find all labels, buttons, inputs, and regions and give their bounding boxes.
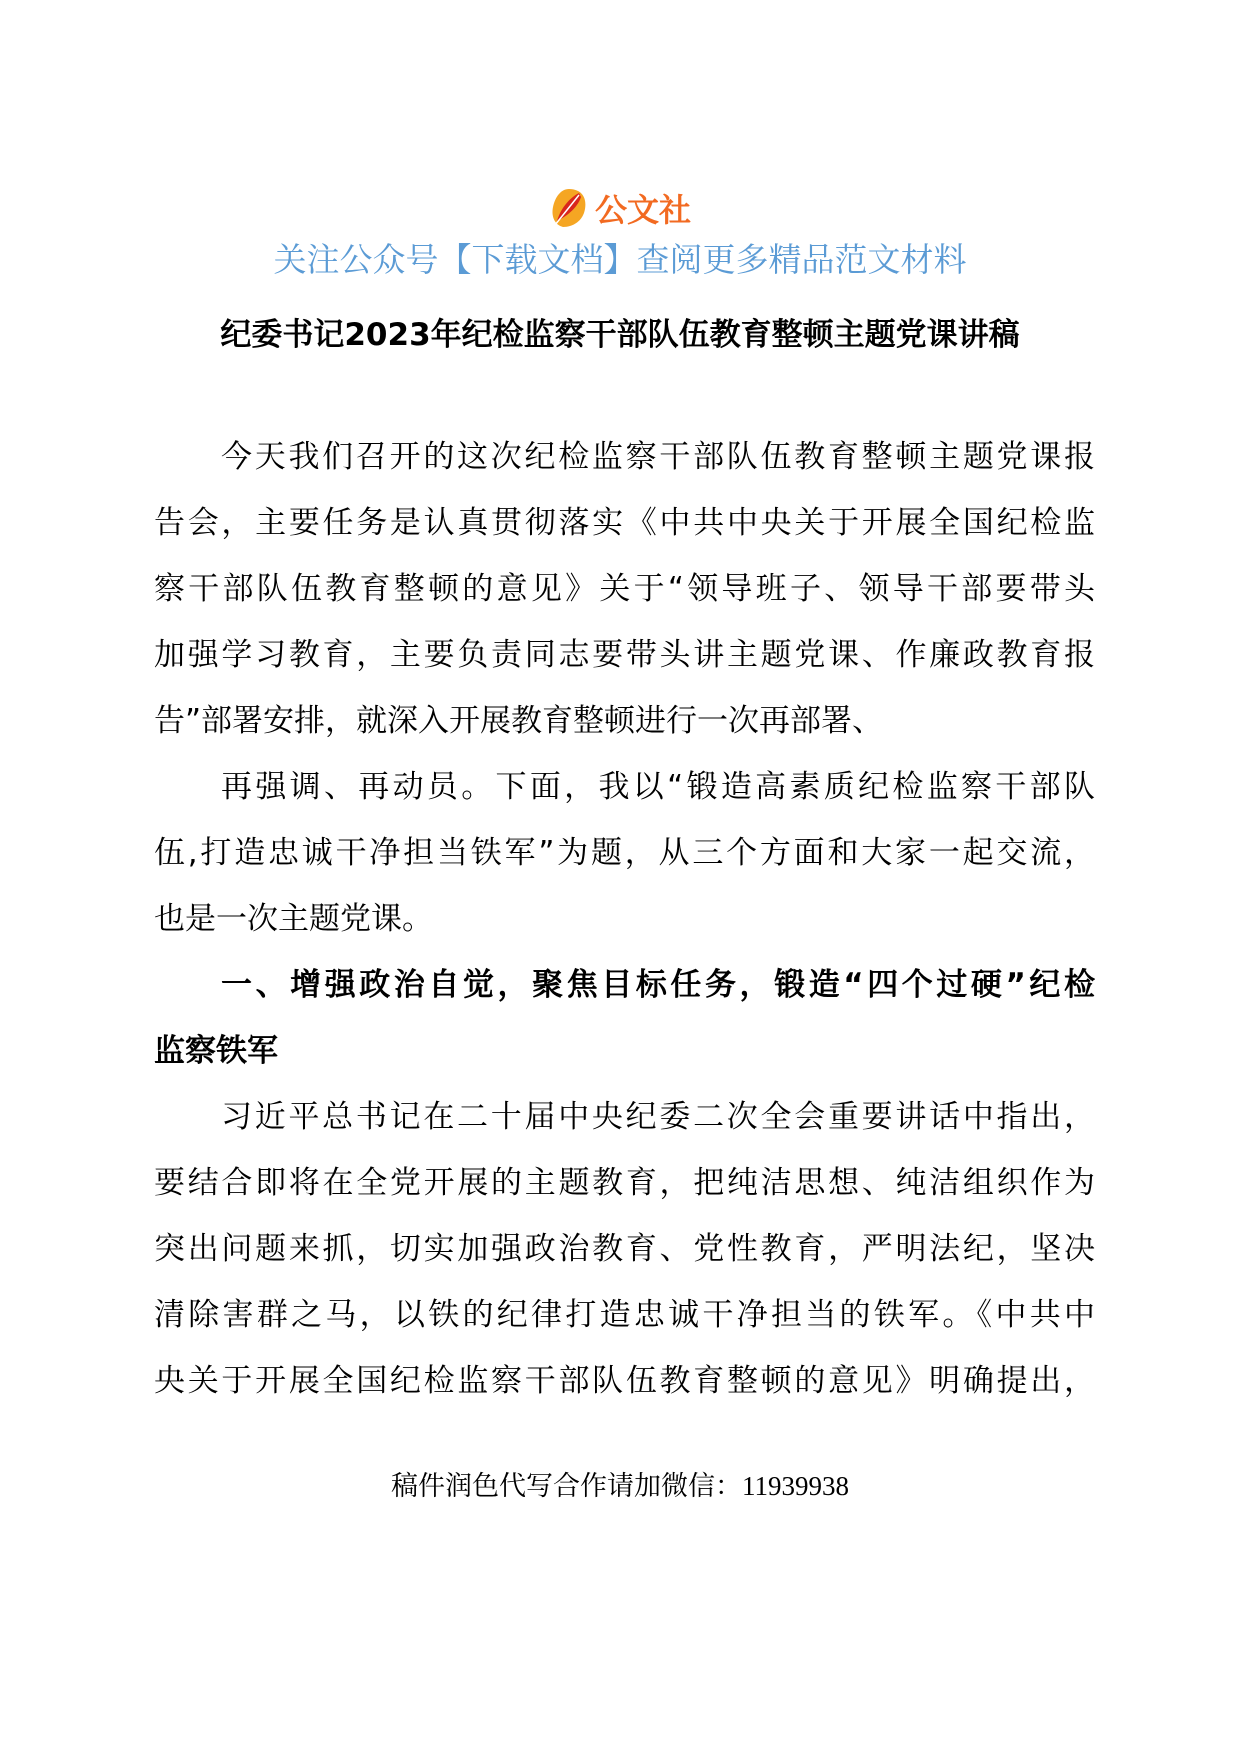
paragraph-line: 今天我们召开的这次纪检监察干部队伍教育整顿主题党课报 [221,439,1095,475]
paragraph-line: 清除害群之马，以铁的纪律打造忠诚干净担当的铁军。《中共中 [154,1297,1095,1333]
paragraph-line: 再强调、再动员。下面，我以“锻造高素质纪检监察干部队 [221,769,1095,805]
paragraph-line: 习近平总书记在二十届中央纪委二次全会重要讲话中指出， [221,1099,1095,1135]
paragraph-line: 要结合即将在全党开展的主题教育，把纯洁思想、纯洁组织作为 [154,1165,1095,1201]
paragraph-line: 突出问题来抓，切实加强政治教育、党性教育，严明法纪，坚决 [154,1231,1095,1267]
footer-contact [0,1466,1240,1507]
paragraph-line: 告”部署安排，就深入开展教育整顿进行一次再部署、 [154,703,884,739]
footer-wechat-id: 11939938 [742,1471,849,1501]
paragraph-line: 央关于开展全国纪检监察干部队伍教育整顿的意见》明确提出， [154,1363,1095,1399]
paragraph-line: 伍,打造忠诚干净担当铁军”为题，从三个方面和大家一起交流， [154,835,1095,871]
paragraph-line: 也是一次主题党课。 [154,901,433,937]
subtitle-link[interactable]: 关注公众号【下载文档】查阅更多精品范文材料 [273,240,967,279]
paragraph-line: 告会，主要任务是认真贯彻落实《中共中央关于开展全国纪检监 [154,505,1095,541]
paragraph-line: 察干部队伍教育整顿的意见》关于“领导班子、领导干部要带头 [154,571,1095,607]
footer-label: 稿件润色代写合作请加微信： [391,1471,742,1502]
logo [0,186,1240,230]
section-heading-line: 监察铁军 [154,1033,278,1069]
document-body [154,434,1095,1424]
feather-logo-icon [549,187,589,229]
section-heading-line: 一、增强政治自觉，聚焦目标任务，锻造“四个过硬”纪检 [221,967,1095,1003]
paragraph-line: 加强学习教育，主要负责同志要带头讲主题党课、作廉政教育报 [154,637,1095,673]
logo-text: 公文社 [594,191,691,229]
document-title: 纪委书记2023年纪检监察干部队伍教育整顿主题党课讲稿 [220,317,1020,353]
